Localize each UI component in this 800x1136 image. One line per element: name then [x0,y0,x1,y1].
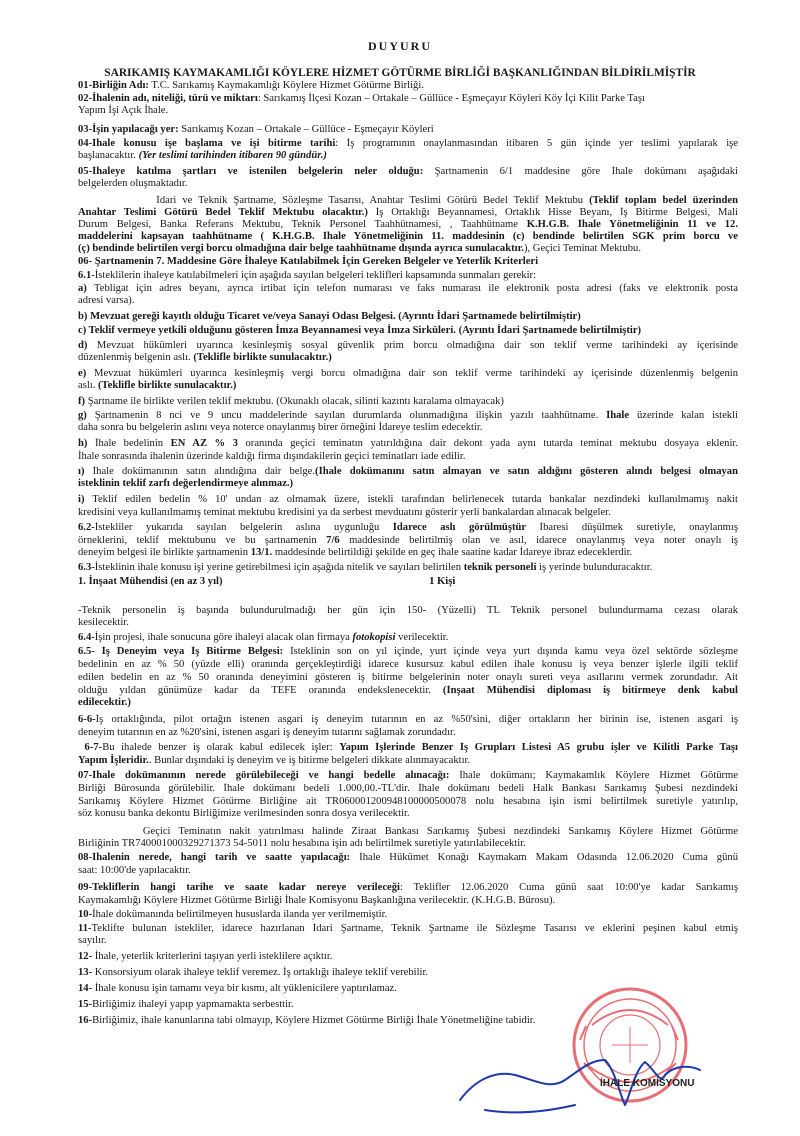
document-line: 6.3-İsteklinin ihale konusu işi yerine getirebilmesi için aşağıda nitelik ve sayıları belirtilen teknik personeli iş yerinde bulunduracaktır. [78,562,653,573]
document-line: sayılır. [78,935,107,946]
document-line: 12- İhale, yeterlik kriterlerini taşıyan yerli isteklilere açıktır. [78,951,333,962]
document-line: -Teknik personelin iş başında bulundurulmadığı her gün için 150- (Yüzelli) TL Teknik personel bulundurmama cezası olarak [78,605,738,616]
document-line: (ç) bendinde belirtilen vergi borcu olmadığına dair belge taahhütname dışında ayrıca sunulacaktır.), Geçici Teminat Mektubu. [78,243,642,254]
document-line: 01-Birliğin Adı: T.C. Sarıkamış Kaymakamlığı Köylere Hizmet Götürme Birliği. [78,80,424,91]
document-line: kesilecektir. [78,617,129,628]
document-line: f) Şartname ile birlikte verilen teklif mektubu. (Okunaklı olacak, silinti kazıntı karalama olmayacak) [78,396,504,407]
document-line: Kaymakamlığı Köylere Hizmet Götürme Birliği İhale Komisyonu Başkanlığına verilecektir. (K.H.G.B. Bürosu). [78,895,556,906]
document-line: belgelerden oluşmaktadır. [78,178,188,189]
signature-block-label: İHALE KOMİSYONU [600,1078,695,1089]
document-line: 05-İhaleye katılma şartları ve istenilen belgelerin neler olduğu: Şartnamenin 6/1 maddesine göre İhale dokümanı aşağıdaki [78,166,738,177]
document-line: 10-İhale dokümanında belirtilmeyen hususlarda ilanda yer verilmemiştir. [78,909,388,920]
document-line: 6-7-Bu ihalede benzer iş olarak kabul edilecek işler: Yapım İşlerinde Benzer İş Grupları Listesi A5 grubu işler ve Kilitli Parke Taşı [84,742,738,753]
document-line: örneklerini, teklif mektubunu ve bu şartnamenin 7/6 maddesinde belirtilmiş olan ve asıl, idarece onaylanmış veya noter onaylı iş [78,535,738,546]
document-line: 1. İnşaat Mühendisi (en az 3 yıl) 1 Kişi [78,576,456,587]
document-line: Birliğinin TR740001000329271373 54-5011 nolu hesabına işin adı belirtilmek suretiyle yatırılabilecektir. [78,838,526,849]
document-line: i) Teklif edilen bedelin % 10' undan az olmamak üzere, istekli tarafından belirlenecek tutarda bankalar nezdindeki kullanılmamış nakit [78,494,738,505]
document-line: Birliği Bürosunda görülebilir. İhale dokümanı bedeli 1.000,00.-TL'dir. İhale dokümanı bedeli Halk Bankası Sarıkamış Şubesi nezdindeki [78,783,738,794]
document-line: deneyim belgesi ile birlikte şartnamenin 13/1. maddesinde belirtildiği şekilde en geç ihale saatine kadar İdareye ibraz edeceklerdir. [78,547,633,558]
document-title: DUYURU [368,39,432,53]
document-line: 08-İhalenin nerede, hangi tarih ve saatte yapılacağı: İhale Hükümet Konağı Kaymakam Makam Odasında 12.06.2020 Cuma günü [78,852,738,863]
document-line: daha sonra bu belgelerin aslını veya noterce onaylanmış birer örneğini İdareye teslim edecektir. [78,422,483,433]
document-line: kredisini veya kullanılmamış teminat mektubu kredisini ya da serbest mevduatını gösterir yerli bankalardan alınacak belgeler. [78,507,611,518]
document-line: Yapım İşi Açık İhale. [78,105,169,116]
document-line: Durum Belgesi, Banka Referans Mektubu, Teknik Personel Taahhütnamesi, , Taahhütname K.H.G.B. İhale Yönetmeliğinin 11 ve 12. [78,219,738,230]
document-line: İhale sonrasında ihalenin üzerinde kaldığı firma dışındakilerin geçici teminatları iade edilir. [78,451,466,462]
document-line: g) Şartnamenin 8 nci ve 9 uncu maddelerinde sayılan durumlarda olunmadığına ilişkin yazılı taahhütname. İhale üzerinde kalan istekli [78,410,738,421]
document-line: 6.5- İş Deneyim veya İş Bitirme Belgesi: İsteklinin son on yıl içinde, yurt içinde veya yurt dışında kamu veya özel sektörde sözleşme [78,646,738,657]
document-line: a) Tebligat için adres beyanı, ayrıca irtibat için telefon numarası ve faks numarası ile elektronik posta adresi (faks ve elektronik posta [78,283,738,294]
document-line: b) Mevzuat gereği kayıtlı olduğu Ticaret ve/veya Sanayi Odası Belgesi. (Ayrıntı İdari Şartnamede belirtilmiştir) [78,311,581,322]
document-line: c) Teklif vermeye yetkili olduğunu gösteren İmza Beyannamesi veya İmza Sirküleri. (Ayrıntı İdari Şartnamede belirtilmiştir) [78,325,642,336]
document-line: Geçici Teminatın nakit yatırılması halinde Ziraat Bankası Sarıkamış Şubesi nezdindeki Sarıkamış Köylere Hizmet Götürme [78,826,738,837]
document-line: 6-6-İş ortaklığında, pilot ortağın istenen asgari iş deneyim tutarının en az %50'sini, diğer ortakların her birinin ise, istenen asgari iş [78,714,738,725]
document-line: maddelerini kapsayan taahhütname ( K.H.G.B. İhale Yönetmeliğinin 11. maddesinin (c) bendinde belirtilen SGK prim borcu ve [78,231,738,242]
document-line: 11-Teklifte bulunan istekliler, idarece hazırlanan İdari Şartname, Teknik Şartname ile Sözleşme Tasarısı ve eklerini peşinen kabul etmiş [78,923,738,934]
document-line: başlanacaktır. (Yer teslimi tarihinden itibaren 90 gündür.) [78,150,327,161]
document-line: Sarıkamış Köylere Hizmet Götürme Birliğine ait TR060001200948100000500078 nolu hesabına işin ismi belirtilmek suretiyle yatırılıp, [78,796,738,807]
document-line: ı) İhale dokümanının satın alındığına dair belge.(İhale dokümanını satın almayan ve satın aldığını gösteren alındı belgesi olmayan [78,466,738,477]
document-line: 06- Şartnamenin 7. Maddesine Göre İhaleye Katılabilmek İçin Gereken Belgeler ve Yeterlik Kriterleri [78,256,539,267]
document-line: aslı. (Teklifle birlikte sunulacaktır.) [78,380,237,391]
document-line: söz konusu banka dekontu Birliğimize verilmesinden sonra dosya verilecektir. [78,808,410,819]
document-line: 02-İhalenin adı, niteliği, türü ve miktarı: Sarıkamış İlçesi Kozan – Ortakale – Güllüce - Eşmeçayır Köyleri Köy İçi Kilit Parke Taşı [78,93,645,104]
document-line: 6.4-İşin projesi, ihale sonucuna göre ihaleyi alacak olan firmaya fotokopisi verilecektir. [78,632,449,643]
document-line: 6.1-İsteklilerin ihaleye katılabilmeleri için aşağıda sayılan belgeleri teklifleri kapsamında sunmaları gerekir: [78,270,537,281]
document-line: İdari ve Teknik Şartname, Sözleşme Tasarısı, Anahtar Teslimi Götürü Bedel Teklif Mektubu (Teklif toplam bedel üzerinden [78,195,738,206]
document-line: isteklinin teklif zarfı değerlendirmeye alınmaz.) [78,478,294,489]
document-line: 04-İhale konusu işe başlama ve işi bitirme tarihi: İş programının onaylanmasından itibaren 5 gün içinde yer teslimi yapılarak işe [78,138,738,149]
document-line: edilecektir.) [78,697,131,708]
document-subtitle: SARIKAMIŞ KAYMAKAMLIĞI KÖYLERE HİZMET GÖTÜRME BİRLİĞİ BAŞKANLIĞINDAN BİLDİRİLMİŞTİR [104,67,696,79]
document-line: olduğu yıldan günümüze kadar da TEFE oranında endekslenecektir. (İnşaat Mühendisi diploması iş bitirmeye denk kabul [78,685,738,696]
document-line: 13- Konsorsiyum olarak ihaleye teklif veremez. İş ortaklığı ihaleye teklif verebilir. [78,967,429,978]
document-line: düzenlenmiş belgenin aslı. (Teklifle birlikte sunulacaktır.) [78,352,332,363]
document-line: bedelinin en az % 50 (yüzde elli) oranında gerçekleştirdiği idarece kusursuz kabul edilen ihale konusu iş veya benzer işlerle ilgili teklif [78,659,738,670]
document-line: 07-İhale dokümanının nerede görülebileceği ve hangi bedelle alınacağı: İhale dokümanı; Kaymakamlık Köylere Hizmet Götürme [78,770,738,781]
document-line: adresi varsa). [78,295,135,306]
document-line: 15-Birliğimiz ihaleyi yapıp yapmamakta serbesttir. [78,999,294,1010]
document-line: edilen bedelin en az % 50 oranında deneyimini gösteren iş bitirme belgelerinin noter onaylı sureti veya asıllarını vermek zorundadır. Ait [78,672,738,683]
document-line: Yapım İşleridir.. Bunlar dışındaki iş deneyim ve iş bitirme belgeleri dikkate alınmayacaktır. [78,755,471,766]
document-line: d) Mevzuat hükümleri uyarınca kesinleşmiş sosyal güvenlik prim borcu olmadığına dair son teklif verme tarihindeki ay içerisinde [78,340,738,351]
document-line: 6.2-İstekliler yukarıda sayılan belgelerin aslına uygunluğu İdarece aslı görülmüştür İbaresi düşülmek suretiyle, onaylanmış [78,522,738,533]
document-line: 16-Birliğimiz, ihale kanunlarına tabi olmayıp, Köylere Hizmet Götürme Birliği İhale Yönetmeliğine tabidir. [78,1015,536,1026]
document-line: 09-Tekliflerin hangi tarihe ve saate kadar nereye verileceği: Teklifler 12.06.2020 Cuma günü saat 10:00'ye kadar Sarıkamış [78,882,738,893]
document-line: h) İhale bedelinin EN AZ % 3 oranında geçici teminatın yatırıldığına dair dekont yada aynı tutarda teminat mektubu dosyaya eklenir. [78,438,738,449]
document-line: saat: 10:00'de yapılacaktır. [78,865,191,876]
document-line: deneyim tutarının en az %20'sini, istenen asgari iş deneyim tutarını sağlamak zorundadır. [78,727,456,738]
document-line: e) Mevzuat hükümleri uyarınca kesinleşmiş vergi borcu olmadığına dair son teklif verme tarihindeki ay içerisinde düzenlenmiş belgenin [78,368,738,379]
document-line: Anahtar Teslimi Götürü Bedel Teklif Mektubu olacaktır.) İş Ortaklığı Beyannamesi, Ortaklık Hisse Beyanı, İş Bitirme Belgesi, Mali [78,207,738,218]
document-line: 03-İşin yapılacağı yer: Sarıkamış Kozan – Ortakale – Güllüce - Eşmeçayır Köyleri [78,124,434,135]
document-line: 14- İhale konusu işin tamamı veya bir kısmı, alt yüklenicilere yaptırılamaz. [78,983,397,994]
